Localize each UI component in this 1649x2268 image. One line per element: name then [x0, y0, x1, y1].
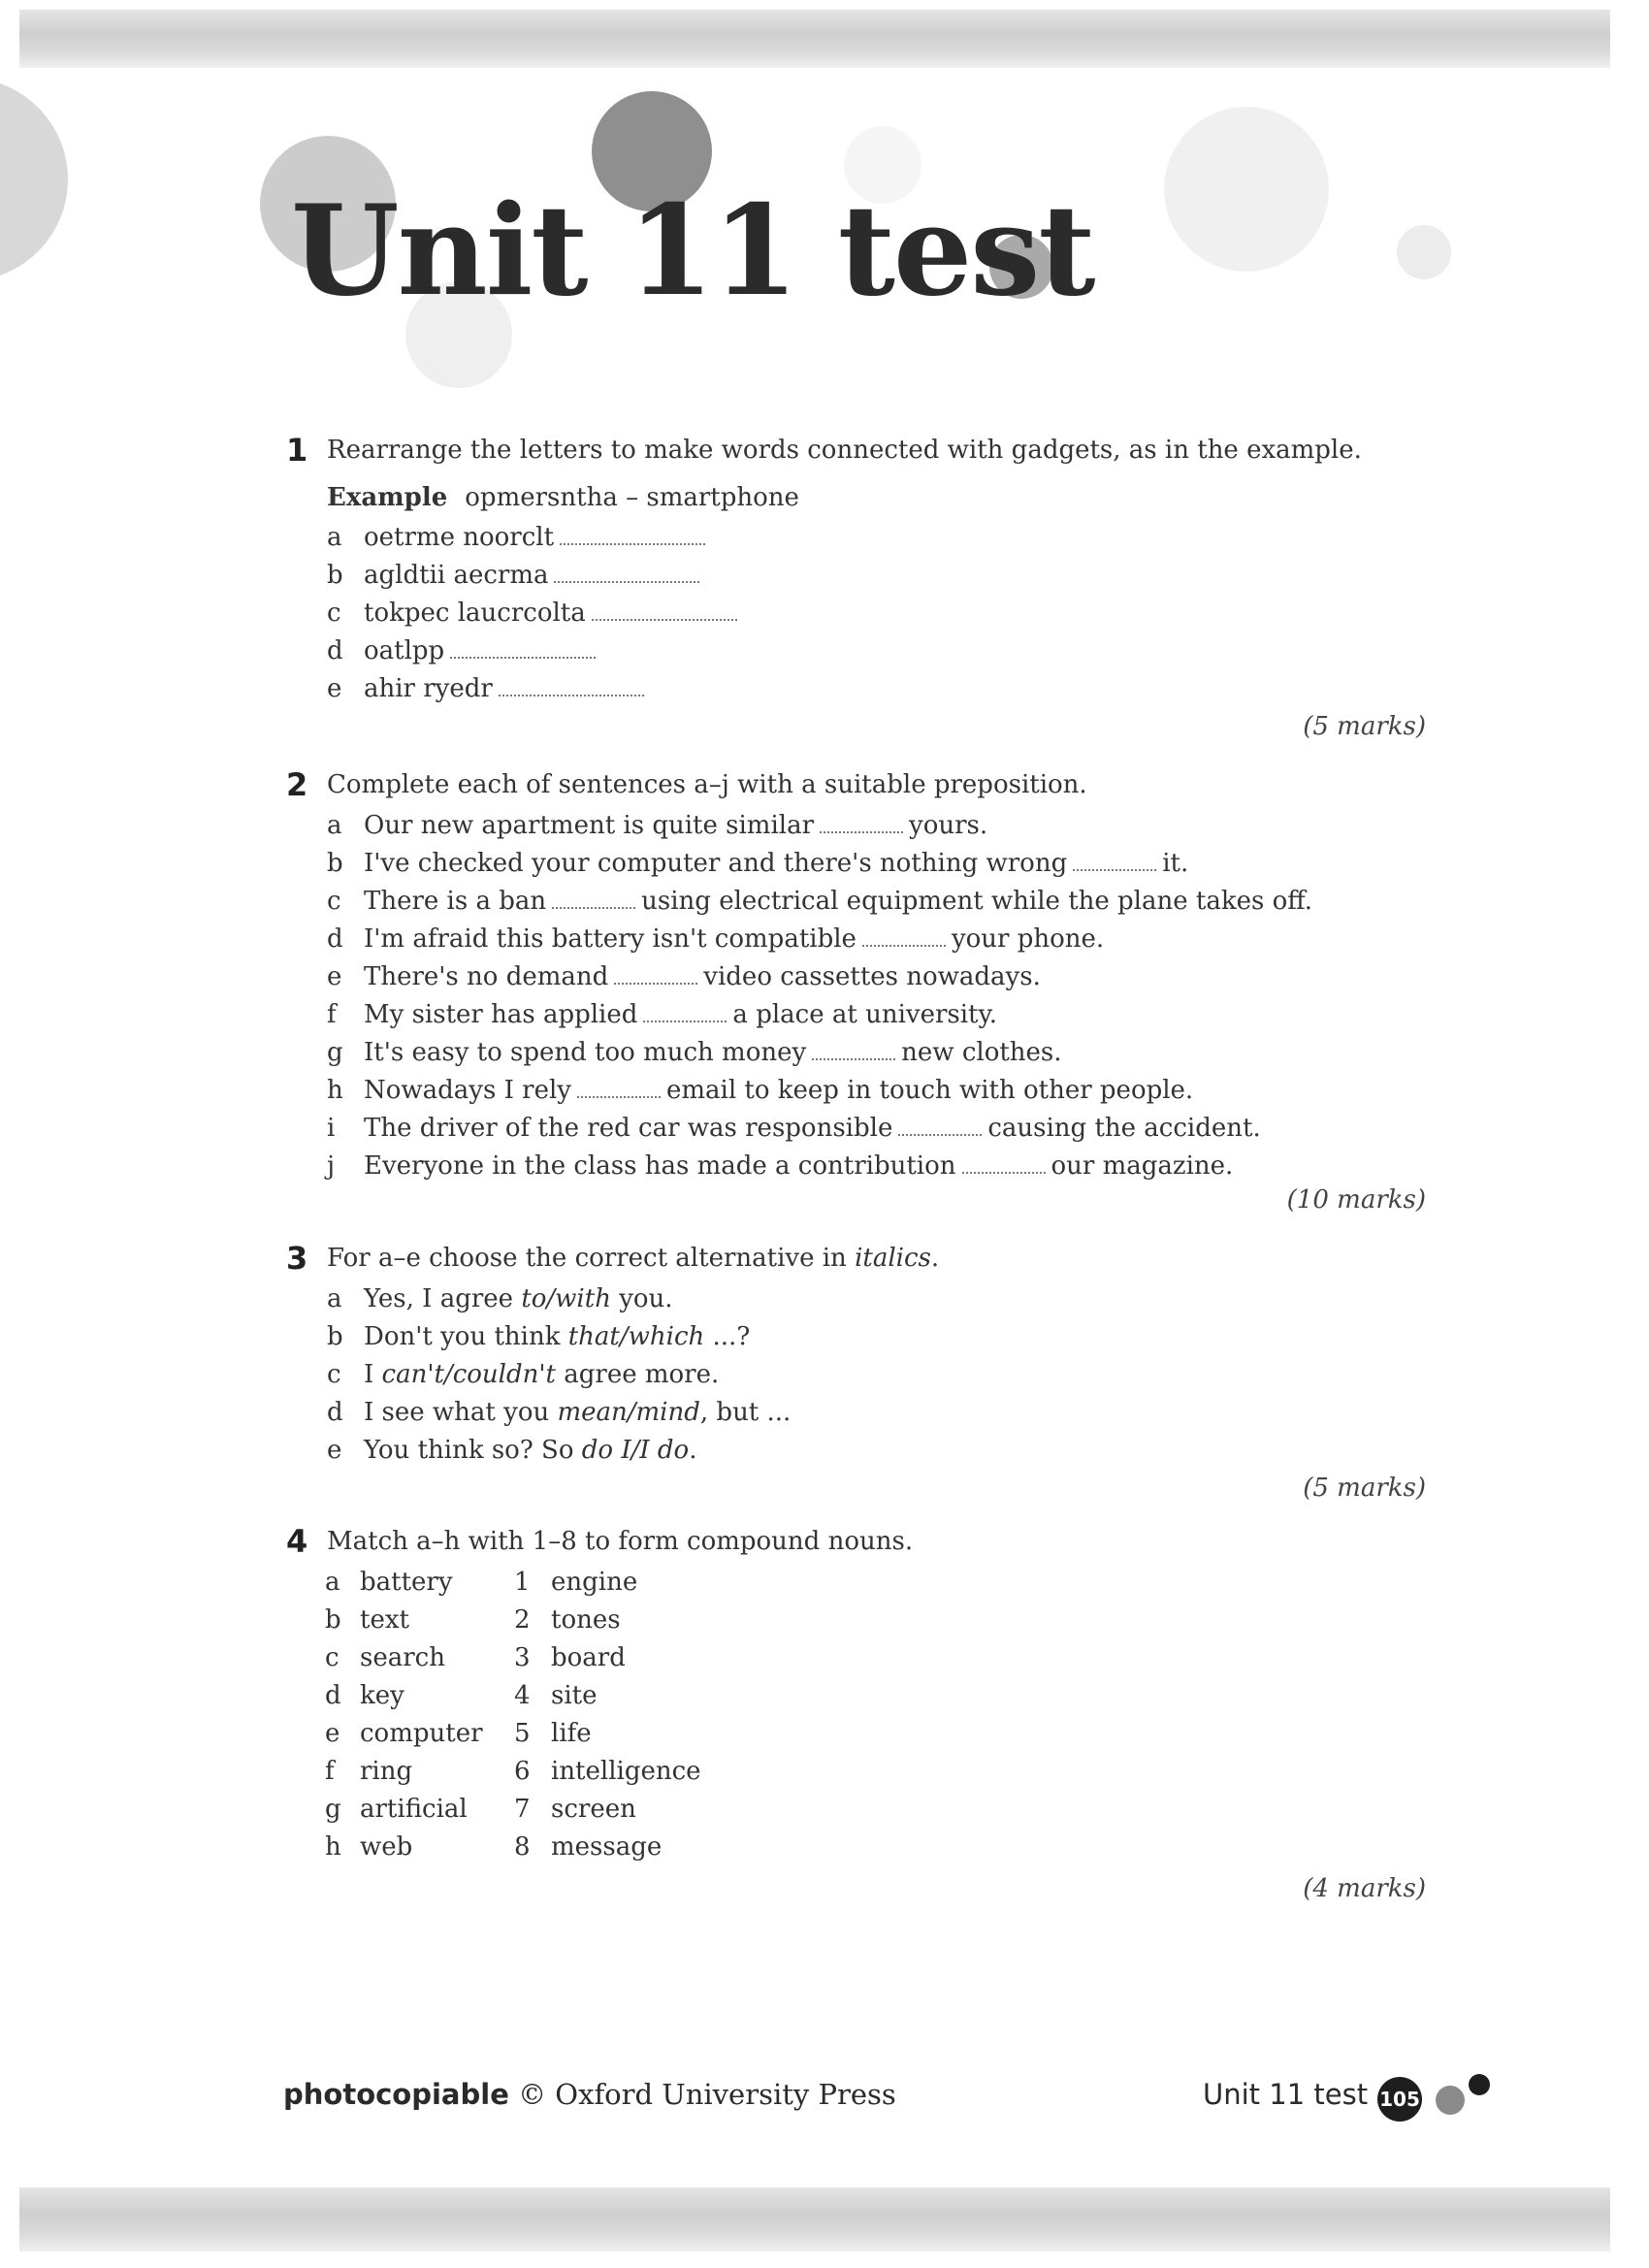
sentence-end: yours.: [909, 811, 988, 840]
publisher-label: © Oxford University Press: [518, 2078, 896, 2111]
item-letter: i: [327, 1114, 336, 1143]
item-letter: b: [327, 561, 343, 590]
sentence-start: Yes, I agree: [364, 1284, 514, 1313]
sentence-start: I see what you: [364, 1398, 550, 1427]
item-letter: c: [327, 599, 341, 628]
alternative-choice[interactable]: that/which: [567, 1322, 705, 1351]
sentence-end: you.: [619, 1284, 673, 1313]
match-right-word: tones: [551, 1605, 621, 1635]
marks-label: (10 marks): [1286, 1185, 1426, 1215]
list-item: [286, 958, 1426, 996]
answer-blank[interactable]: [820, 810, 903, 833]
match-row: [286, 1639, 1426, 1677]
item-letter: d: [327, 636, 343, 665]
item-letter: d: [327, 924, 343, 954]
question-3: [286, 1240, 1426, 1510]
list-item: [286, 1148, 1426, 1185]
sentence-start: Nowadays I rely: [364, 1076, 571, 1105]
match-left-word: battery: [360, 1568, 453, 1597]
sentence-start: There's no demand: [364, 962, 609, 991]
sentence-end: causing the accident.: [987, 1114, 1261, 1143]
match-left-word: ring: [360, 1757, 413, 1786]
item-text: oatlpp: [364, 636, 445, 665]
page-title: Unit 11 test: [291, 178, 1094, 324]
item-letter: a: [327, 523, 342, 552]
list-item: [286, 519, 1426, 557]
item-letter: f: [327, 1000, 337, 1029]
item-letter: e: [327, 674, 342, 703]
match-right-word: board: [551, 1643, 626, 1672]
scan-edge-bottom: [19, 2187, 1610, 2252]
list-item: [286, 1072, 1426, 1110]
item-letter: c: [327, 887, 341, 916]
question-instruction: Match a–h with 1–8 to form compound nouns.: [327, 1527, 914, 1556]
list-item: [286, 883, 1426, 921]
sentence-end: using electrical equipment while the plane takes off.: [641, 887, 1313, 916]
alternative-choice[interactable]: do I/I do: [581, 1436, 690, 1465]
sentence-start: My sister has applied: [364, 1000, 638, 1029]
sentence-start: I'm afraid this battery isn't compatible: [364, 924, 857, 954]
list-item: [286, 670, 1426, 708]
question-number: 3: [286, 1240, 308, 1277]
match-right-word: message: [551, 1832, 663, 1862]
question-number: 1: [286, 432, 308, 469]
marks-label: (5 marks): [1303, 712, 1426, 741]
question-2: [286, 766, 1426, 1222]
scan-edge-top: [19, 10, 1610, 68]
question-number: 4: [286, 1523, 308, 1560]
match-row: [286, 1791, 1426, 1829]
marks-label: (4 marks): [1303, 1874, 1426, 1903]
item-text: ahir ryedr: [364, 674, 493, 703]
item-letter: g: [325, 1795, 341, 1824]
sentence-start: Our new apartment is quite similar: [364, 811, 815, 840]
answer-blank[interactable]: [592, 598, 737, 621]
item-letter: b: [327, 849, 343, 878]
sentence-end: video cassettes nowadays.: [703, 962, 1041, 991]
match-right-word: life: [551, 1719, 592, 1748]
item-letter: b: [327, 1322, 343, 1351]
list-item: [286, 632, 1426, 670]
match-row: [286, 1829, 1426, 1866]
sentence-start: You think so? So: [364, 1436, 574, 1465]
page-number-badge: 105: [1377, 2077, 1422, 2122]
answer-blank[interactable]: [577, 1075, 661, 1098]
example-text: opmersntha – smartphone: [465, 483, 799, 512]
sentence-start: The driver of the red car was responsible: [364, 1114, 893, 1143]
answer-blank[interactable]: [898, 1113, 982, 1136]
decorative-circle: [1164, 107, 1329, 272]
sentence-start: I: [364, 1360, 374, 1389]
item-letter: a: [327, 1284, 342, 1313]
decorative-circle: [1469, 2074, 1490, 2095]
list-item: [286, 1356, 1426, 1394]
match-left-word: artificial: [360, 1795, 468, 1824]
match-right-word: screen: [551, 1795, 636, 1824]
item-number: 5: [514, 1719, 531, 1748]
decorative-circle: [1436, 2086, 1465, 2115]
sentence-end: , but ...: [699, 1398, 792, 1427]
list-item: [286, 1034, 1426, 1072]
sentence-end: a place at university.: [732, 1000, 997, 1029]
item-number: 7: [514, 1795, 531, 1824]
question-1: [286, 432, 1426, 749]
question-4: [286, 1523, 1426, 1911]
item-letter: h: [325, 1832, 341, 1862]
answer-blank[interactable]: [450, 635, 596, 659]
answer-blank[interactable]: [552, 886, 635, 909]
sentence-end: .: [689, 1436, 697, 1465]
sentence-end: your phone.: [951, 924, 1105, 954]
match-right-word: site: [551, 1681, 598, 1710]
sentence-start: Don't you think: [364, 1322, 561, 1351]
item-number: 2: [514, 1605, 531, 1635]
sentence-end: email to keep in touch with other people.: [665, 1076, 1194, 1105]
match-left-word: search: [360, 1643, 445, 1672]
item-text: tokpec laucrcolta: [364, 599, 586, 628]
question-instruction: For a–e choose the correct alternative in italics.: [327, 1244, 940, 1273]
decorative-circle: [0, 78, 68, 281]
sentence-start: It's easy to spend too much money: [364, 1038, 807, 1067]
match-row: [286, 1677, 1426, 1715]
answer-blank[interactable]: [812, 1037, 895, 1060]
alternative-choice[interactable]: mean/mind: [557, 1398, 700, 1427]
match-left-word: computer: [360, 1719, 483, 1748]
sentence-end: new clothes.: [901, 1038, 1062, 1067]
item-letter: j: [327, 1151, 336, 1181]
match-left-word: web: [360, 1832, 413, 1862]
footer-copyright: [283, 2078, 896, 2111]
list-item: [286, 1394, 1426, 1432]
match-row: [286, 1753, 1426, 1791]
sentence-end: our magazine.: [1051, 1151, 1234, 1181]
decorative-circle: [1397, 225, 1451, 279]
match-left-word: key: [360, 1681, 404, 1710]
item-letter: g: [327, 1038, 343, 1067]
item-letter: a: [327, 811, 342, 840]
item-letter: f: [325, 1757, 335, 1786]
item-number: 6: [514, 1757, 531, 1786]
answer-blank[interactable]: [499, 673, 644, 697]
item-letter: d: [325, 1681, 341, 1710]
match-right-word: engine: [551, 1568, 638, 1597]
answer-blank[interactable]: [554, 560, 699, 583]
answer-blank[interactable]: [614, 961, 697, 985]
item-text: oetrme noorclt: [364, 523, 555, 552]
sentence-start: There is a ban: [364, 887, 547, 916]
list-item: [286, 996, 1426, 1034]
list-item: [286, 557, 1426, 595]
match-row: [286, 1564, 1426, 1602]
list-item: [286, 1318, 1426, 1356]
alternative-choice[interactable]: to/with: [521, 1284, 611, 1313]
match-left-word: text: [360, 1605, 409, 1635]
footer-unit-label: Unit 11 test: [1203, 2078, 1369, 2111]
list-item: [286, 921, 1426, 958]
answer-blank[interactable]: [862, 923, 946, 947]
item-letter: e: [327, 1436, 342, 1465]
item-letter: b: [325, 1605, 341, 1635]
list-item: [286, 845, 1426, 883]
example-label: Example: [327, 483, 448, 512]
answer-blank[interactable]: [1073, 848, 1156, 871]
item-letter: c: [327, 1360, 341, 1389]
item-letter: d: [327, 1398, 343, 1427]
item-letter: e: [325, 1719, 340, 1748]
question-number: 2: [286, 766, 308, 803]
match-row: [286, 1715, 1426, 1753]
photocopiable-label: photocopiable: [283, 2078, 509, 2111]
match-row: [286, 1602, 1426, 1639]
answer-blank[interactable]: [962, 1150, 1046, 1174]
question-instruction: Rearrange the letters to make words connected with gadgets, as in the example.: [327, 436, 1362, 465]
item-text: agldtii aecrma: [364, 561, 549, 590]
item-number: 3: [514, 1643, 531, 1672]
sentence-start: Everyone in the class has made a contribution: [364, 1151, 956, 1181]
sentence-end: it.: [1162, 849, 1189, 878]
sentence-start: I've checked your computer and there's nothing wrong: [364, 849, 1068, 878]
item-number: 1: [514, 1568, 531, 1597]
list-item: [286, 807, 1426, 845]
list-item: [286, 1432, 1426, 1470]
question-instruction: Complete each of sentences a–j with a suitable preposition.: [327, 770, 1087, 799]
item-number: 4: [514, 1681, 531, 1710]
match-right-word: intelligence: [551, 1757, 701, 1786]
list-item: [286, 1110, 1426, 1148]
example-line: [327, 476, 1426, 519]
answer-blank[interactable]: [643, 999, 727, 1022]
item-letter: a: [325, 1568, 340, 1597]
alternative-choice[interactable]: can't/couldn't: [381, 1360, 556, 1389]
item-letter: h: [327, 1076, 343, 1105]
marks-label: (5 marks): [1303, 1474, 1426, 1503]
answer-blank[interactable]: [560, 522, 705, 545]
item-letter: c: [325, 1643, 340, 1672]
list-item: [286, 1280, 1426, 1318]
list-item: [286, 595, 1426, 632]
sentence-end: agree more.: [564, 1360, 720, 1389]
item-number: 8: [514, 1832, 531, 1862]
item-letter: e: [327, 962, 342, 991]
sentence-end: ...?: [712, 1322, 751, 1351]
